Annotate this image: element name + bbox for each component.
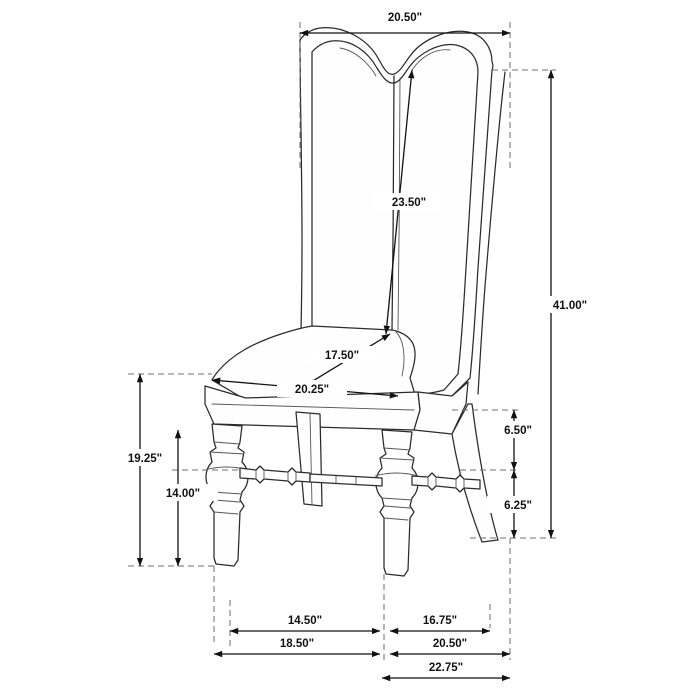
dimension-base-width — [214, 634, 380, 654]
label-base-depth: 20.50" — [432, 638, 468, 650]
label-back-height: 23.50" — [391, 197, 427, 209]
label-base-width: 18.50" — [279, 638, 315, 650]
dimension-apron-gap — [487, 410, 549, 470]
label-seat-height: 19.25" — [127, 453, 163, 465]
dimension-seat-height — [110, 374, 180, 566]
label-overall-height: 41.00" — [552, 300, 588, 312]
dimension-overall-height — [535, 70, 605, 538]
label-seat-depth: 17.50" — [324, 350, 360, 362]
dimension-stretcher-gap — [487, 470, 549, 538]
label-overall-depth: 22.75" — [428, 662, 464, 674]
label-apron-gap: 6.50" — [504, 425, 532, 437]
front-right-leg — [375, 430, 418, 576]
dimension-side-span — [390, 611, 490, 631]
label-top-width: 20.50" — [387, 12, 423, 24]
label-front-leg-span: 14.50" — [287, 615, 323, 627]
dimension-overall-depth — [382, 658, 510, 678]
label-stretcher-height: 14.00" — [165, 488, 201, 500]
label-seat-width: 20.25" — [294, 384, 330, 396]
dimension-front-leg-span — [230, 611, 380, 631]
label-stretcher-gap: 6.25" — [504, 500, 532, 512]
chair-illustration — [205, 28, 505, 576]
label-side-span: 16.75" — [422, 615, 458, 627]
dimension-base-depth — [390, 634, 510, 654]
